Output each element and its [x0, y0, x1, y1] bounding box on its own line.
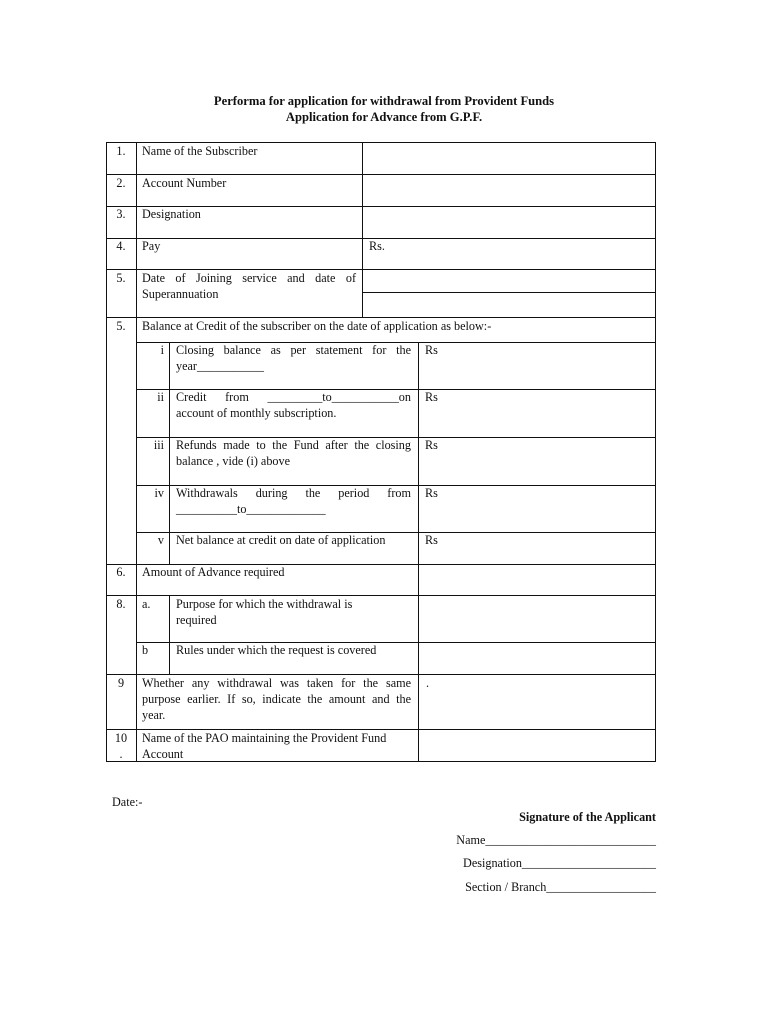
closing-balance-value: Rs	[425, 343, 438, 357]
designation-label: Designation	[142, 207, 201, 221]
purpose-required: required	[176, 613, 217, 627]
row-number: 3.	[116, 207, 126, 221]
item-number: iv	[154, 486, 164, 500]
column-divider	[169, 595, 170, 674]
application-form-table	[106, 142, 656, 762]
previous-withdrawal-amount: purpose earlier. If so, indicate the amount and the	[142, 692, 411, 706]
row-number: 1.	[116, 144, 126, 158]
item-number: i	[160, 343, 164, 357]
table-border	[655, 142, 656, 762]
pay-currency: Rs.	[369, 239, 385, 253]
joining-date-label: Date of Joining service and date of	[142, 271, 356, 285]
previous-withdrawal-label: Whether any withdrawal was taken for the same	[142, 676, 411, 690]
column-divider	[169, 342, 170, 564]
row-number: 10	[114, 731, 128, 745]
account-number-label: Account Number	[142, 176, 227, 190]
item-number: v	[157, 533, 164, 547]
applicant-name-field: Name____________________________	[456, 833, 656, 847]
previous-withdrawal-year: year.	[142, 708, 166, 722]
row-number: 8.	[116, 597, 126, 611]
pay-label: Pay	[142, 239, 161, 253]
net-balance-label: Net balance at credit on date of application	[176, 533, 386, 547]
row-number-dot: .	[119, 747, 123, 761]
row-number: 2.	[116, 176, 126, 190]
table-border	[106, 142, 107, 762]
withdrawals-value: Rs	[425, 486, 438, 500]
withdrawals-label: Withdrawals during the period from	[176, 486, 411, 500]
superannuation-label: Superannuation	[142, 287, 219, 301]
sub-item-letter: a.	[142, 597, 151, 611]
pao-label: Name of the PAO maintaining the Provident Fund	[142, 731, 387, 745]
item-number: ii	[157, 390, 164, 404]
row-number: 9	[117, 676, 125, 690]
credit-value: Rs	[425, 390, 438, 404]
applicant-designation-field: Designation______________________	[463, 856, 656, 870]
sub-item-letter: b	[142, 643, 149, 657]
form-title: Performa for application for withdrawal from Provident Funds	[213, 94, 555, 108]
column-divider	[418, 342, 419, 762]
refunds-label: Refunds made to the Fund after the closing	[176, 438, 411, 452]
row-number: 6.	[116, 565, 126, 579]
refunds-value: Rs	[425, 438, 438, 452]
signature-label: Signature of the Applicant	[519, 810, 656, 824]
previous-withdrawal-value: .	[426, 676, 430, 690]
rules-label: Rules under which the request is covered	[176, 643, 377, 657]
withdrawals-period: __________to_____________	[176, 502, 326, 516]
row-number: 5.	[116, 271, 126, 285]
applicant-section-field: Section / Branch__________________	[465, 880, 656, 894]
purpose-label: Purpose for which the withdrawal is	[176, 597, 353, 611]
form-subtitle: Application for Advance from G.P.F.	[285, 110, 483, 124]
closing-balance-label: Closing balance as per statement for the	[176, 343, 411, 357]
credit-subscription: account of monthly subscription.	[176, 406, 337, 420]
row-divider	[362, 292, 656, 293]
balance-credit-label: Balance at Credit of the subscriber on the date of application as below:-	[142, 319, 492, 333]
row-number: 5.	[116, 319, 126, 333]
row-number: 4.	[116, 239, 126, 253]
subscriber-name-label: Name of the Subscriber	[142, 144, 258, 158]
closing-balance-year: year___________	[176, 359, 265, 373]
net-balance-value: Rs	[425, 533, 438, 547]
date-label: Date:-	[112, 795, 143, 809]
refunds-balance: balance , vide (i) above	[176, 454, 291, 468]
advance-amount-label: Amount of Advance required	[142, 565, 285, 579]
credit-label: Credit from _________to___________on	[176, 390, 411, 404]
column-divider	[362, 142, 363, 317]
item-number: iii	[153, 438, 164, 452]
pao-account: Account	[142, 747, 184, 761]
